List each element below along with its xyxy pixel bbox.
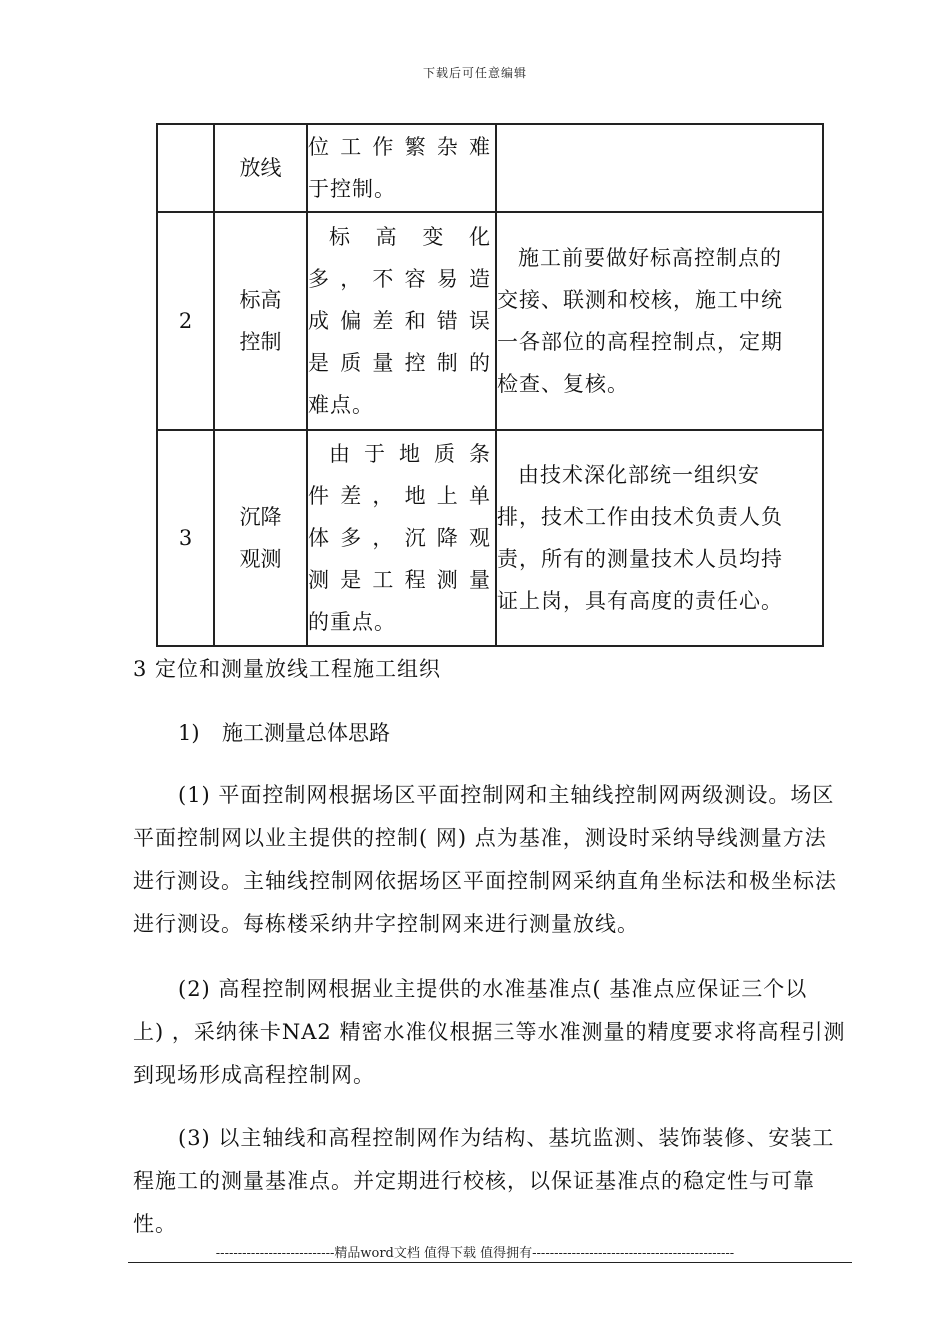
difficulty-line: 难点。 bbox=[308, 393, 374, 417]
paragraph-line: (1) 平面控制网根据场区平面控制网和主轴线控制网两级测设。场区 bbox=[178, 783, 835, 807]
table-row bbox=[157, 212, 823, 430]
footer-divider bbox=[128, 1262, 852, 1263]
difficulty-line: 的重点。 bbox=[308, 610, 396, 634]
item-line: 沉降 bbox=[239, 505, 282, 529]
paragraph-line: 程施工的测量基准点。并定期进行校核，以保证基准点的稳定性与可靠性。 bbox=[133, 1169, 815, 1236]
measure-line: 排，技术工作由技术负责人负 bbox=[497, 505, 783, 529]
row-item: 放线 bbox=[214, 124, 307, 212]
paragraph-line: 上) ，采纳徕卡NA2 精密水准仪根据三等水准测量的精度要求将高程引测 bbox=[133, 1020, 846, 1044]
paragraph-line: (2) 高程控制网根据业主提供的水准基准点( 基准点应保证三个以 bbox=[178, 977, 808, 1001]
risk-table bbox=[156, 123, 824, 647]
measure-line: 证上岗，具有高度的责任心。 bbox=[497, 589, 783, 613]
subsection-text: 施工测量总体思路 bbox=[222, 721, 390, 745]
difficulty-line: 测是工程测量 bbox=[308, 568, 495, 592]
difficulty-line: 多，不容易造 bbox=[308, 267, 495, 291]
paragraph bbox=[133, 774, 853, 946]
row-measure bbox=[496, 212, 823, 430]
paragraph-line: 到现场形成高程控制网。 bbox=[133, 1063, 375, 1087]
difficulty-line: 是质量控制的 bbox=[308, 351, 495, 375]
measure-line: 检查、复核。 bbox=[497, 372, 629, 396]
row-difficulty bbox=[307, 212, 496, 430]
paragraph bbox=[133, 1117, 853, 1246]
row-difficulty bbox=[307, 124, 496, 212]
difficulty-line: 成偏差和错误 bbox=[308, 309, 495, 333]
item-line: 控制 bbox=[239, 330, 282, 354]
table-row bbox=[157, 430, 823, 646]
row-item bbox=[214, 430, 307, 646]
paragraph-line: (3) 以主轴线和高程控制网作为结构、基坑监测、装饰装修、安装工 bbox=[178, 1126, 835, 1150]
row-number: 2 bbox=[157, 212, 214, 430]
subsection-number: 1) bbox=[178, 721, 200, 745]
measure-line: 由技术深化部统一组织安 bbox=[518, 463, 760, 487]
measure-line: 责，所有的测量技术人员均持 bbox=[497, 547, 783, 571]
difficulty-line: 体多，沉降观 bbox=[308, 526, 495, 550]
section-title: 3 定位和测量放线工程施工组织 bbox=[133, 657, 442, 681]
row-measure bbox=[496, 124, 823, 212]
measure-line: 交接、联测和校核，施工中统 bbox=[497, 288, 783, 312]
table-row bbox=[157, 124, 823, 212]
difficulty-line: 件差，地上单 bbox=[308, 484, 495, 508]
row-number: 3 bbox=[157, 430, 214, 646]
paragraph bbox=[133, 968, 853, 1097]
difficulty-line: 标高变化 bbox=[329, 225, 495, 249]
subsection-title bbox=[178, 712, 390, 754]
row-measure bbox=[496, 430, 823, 646]
difficulty-line: 位工作繁杂难 bbox=[308, 135, 495, 159]
difficulty-line: 于控制。 bbox=[308, 177, 396, 201]
page-footer: ---------------------------精品word文档 值得下载 值得拥有---------------------------------------------- bbox=[215, 1246, 735, 1261]
paragraph-line: 进行测设。主轴线控制网依据场区平面控制网采纳直角坐标法和极坐标法 bbox=[133, 869, 837, 893]
row-difficulty bbox=[307, 430, 496, 646]
paragraph-line: 进行测设。每栋楼采纳井字控制网来进行测量放线。 bbox=[133, 912, 639, 936]
paragraph-line: 平面控制网以业主提供的控制( 网) 点为基准，测设时采纳导线测量方法 bbox=[133, 826, 827, 850]
measure-line: 一各部位的高程控制点，定期 bbox=[497, 330, 783, 354]
row-item bbox=[214, 212, 307, 430]
page-header: 下载后可任意编辑 bbox=[422, 66, 527, 80]
item-line: 标高 bbox=[239, 288, 282, 312]
difficulty-line: 由于地质条 bbox=[329, 442, 495, 466]
row-number bbox=[157, 124, 214, 212]
item-line: 观测 bbox=[239, 547, 282, 571]
measure-line: 施工前要做好标高控制点的 bbox=[518, 246, 782, 270]
